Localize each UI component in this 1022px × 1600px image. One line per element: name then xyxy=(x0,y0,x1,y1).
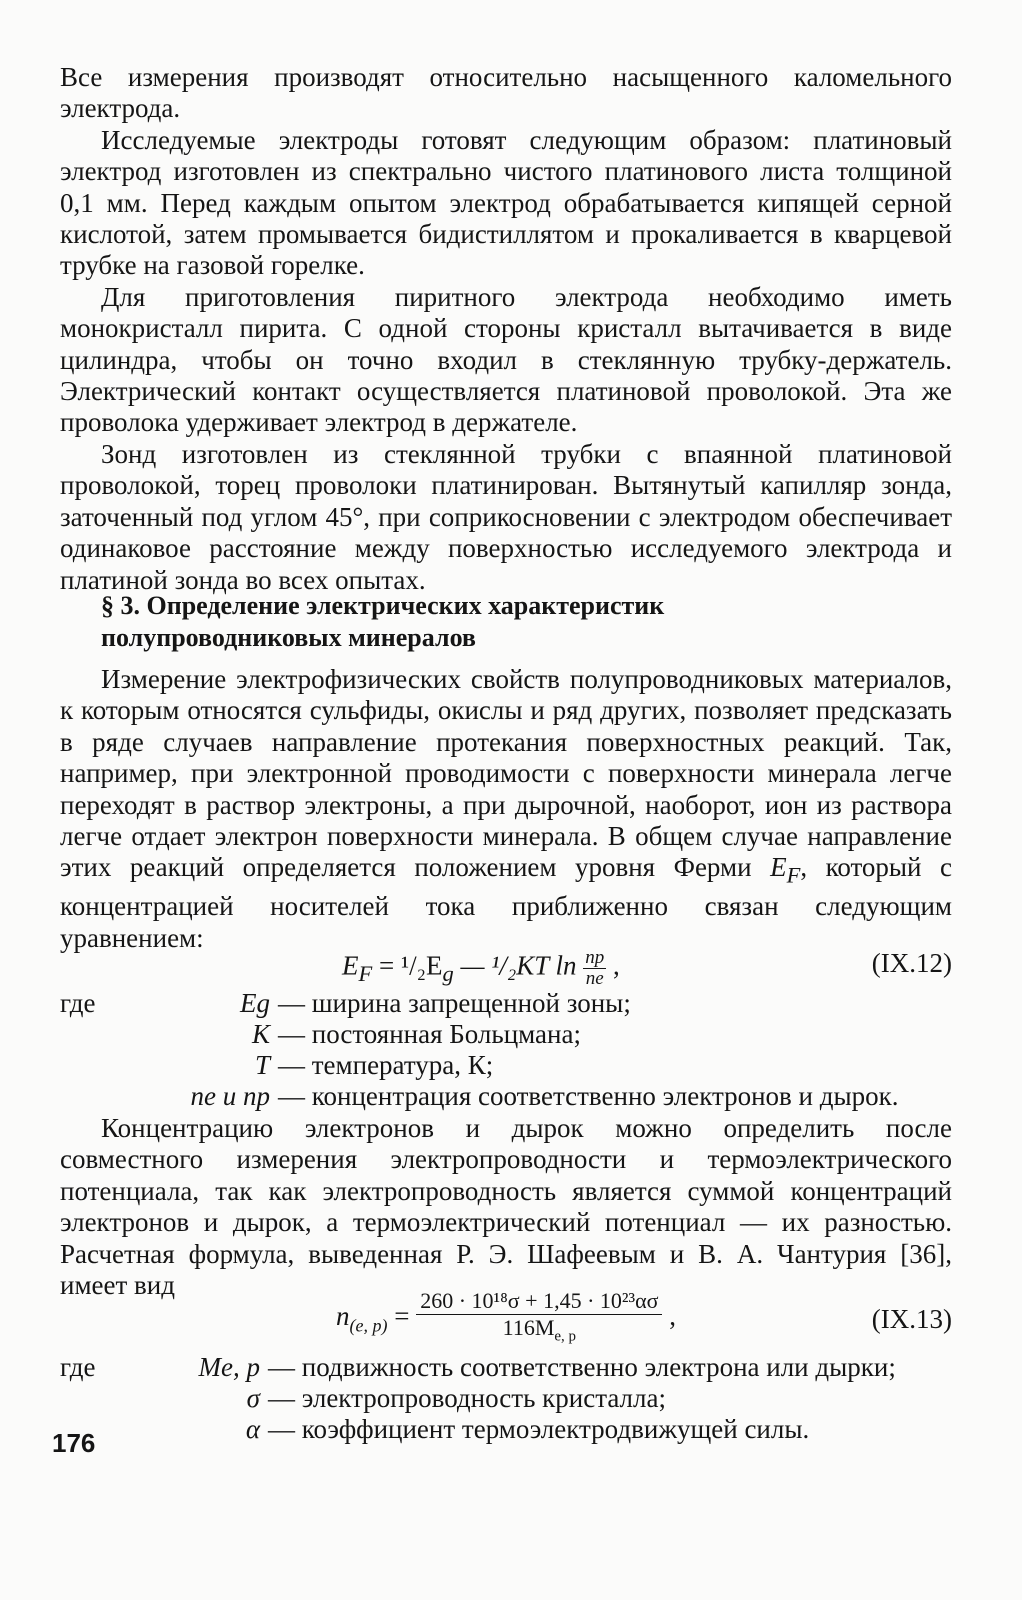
definition-row: ne и np — концентрация соответственно электронов и дырок. xyxy=(190,1081,899,1111)
definition-row: T — температура, К; xyxy=(254,1050,494,1080)
concentration-text xyxy=(60,1113,952,1301)
fermi-symbol: E xyxy=(770,852,787,883)
definitions-1 xyxy=(60,988,952,1112)
definition-row: где Me, p — подвижность соответственно электрона или дырки; xyxy=(60,1352,896,1382)
fermi-subscript: F xyxy=(786,862,801,888)
equation-ix-13-formula: $n_{(e, p)}$ = $\frac{\text{260 · 10¹⁸σ + 1,45 · 10²³ασ}}{116M_{e, p}}$ , xyxy=(336,1288,676,1349)
equation-ix-12 xyxy=(60,940,952,992)
equation-ix-12-fraction: $\frac{np}{ne}$ xyxy=(585,947,605,989)
paragraph-5-tail: , который с концентрацией носителей тока приближенно связан следующим уравнением: xyxy=(60,852,953,953)
definition-row: где Eg — ширина запрещенной зоны; xyxy=(60,988,631,1018)
definition-row: K — постоянная Больцмана; xyxy=(251,1019,581,1049)
paragraph-4: Зонд изготовлен из стеклянной трубки с впаянной платиновой проволокой, торец проволоки платинирован. Вытянутый капилляр зонда, заточенный под углом 45°, при соприкосновении с электродом обеспечивает одинаковое расстояние между поверхностью исследуемого электрода и платиной зонда во всех опытах. xyxy=(60,438,952,595)
top-text xyxy=(60,62,952,596)
section-heading-line1: § 3. Определение электрических характеристик xyxy=(101,591,665,620)
page-number: 176 xyxy=(52,1428,96,1458)
paragraph-6: Концентрацию электронов и дырок можно определить после совместного измерения электропроводности и термоэлектрического потенциала, так как электропроводность является суммой концентраций электронов и дырок, а термоэлектрический потенциал — их разностью. Расчетная формула, выведенная Р. Э. Шафеевым и В. А. Чантурия [36], имеет вид xyxy=(60,1113,952,1301)
section-heading-line2: полупроводниковых минералов xyxy=(101,623,476,652)
equation-ix-13-fraction: $\frac{\text{260 · 10¹⁸σ + 1,45 · 10²³ασ}}{116M_{e, p}}$ xyxy=(416,1288,662,1349)
definition-row: α — коэффициент термоэлектродвижущей силы. xyxy=(245,1414,810,1444)
section-text xyxy=(60,664,952,954)
paragraph-5 xyxy=(60,664,952,954)
paragraph-2: Исследуемые электроды готовят следующим образом: платиновый электрод изготовлен из спектрально чистого платинового листа толщиной 0,1 мм. Перед каждым опытом электрод обрабатывается кипящей серной кислотой, затем промывается бидистиллятом и прокаливается в кварцевой трубке на газовой горелке. xyxy=(60,124,952,281)
paragraph-3: Для приготовления пиритного электрода необходимо иметь монокристалл пирита. С одной стороны кристалл вытачивается в виде цилиндра, чтобы он точно входил в стеклянную трубку-держатель. Электрический контакт осуществляется платиновой проволокой. Эта же проволока удерживает электрод в держателе. xyxy=(60,281,952,438)
paragraph-1: Все измерения производят относительно насыщенного каломельного электрода. xyxy=(60,62,952,124)
definitions-2 xyxy=(60,1352,952,1445)
equation-ix-13-number: (IX.13) xyxy=(871,1304,952,1334)
paragraph-5-text: Измерение электрофизических свойств полупроводниковых материалов, к которым относятся сульфиды, окислы и ряд других, позволяет предсказать в ряде случаев направление протекания поверхностных реакций. Так, например, при электронной проводимости с поверхности минерала легче переходят в раствор электроны, а при дырочной, наоборот, ион из раствора легче отдает электрон поверхности минерала. В общем случае направление этих реакций определяется положением уровня Ферми xyxy=(60,664,952,883)
equation-ix-12-number: (IX.12) xyxy=(871,948,952,978)
definition-row: σ — электропроводность кристалла; xyxy=(246,1383,666,1413)
equation-ix-12-formula: $E_F = ^1/_2E_g$ — ¹/₂KT ln $\frac{np}{ne}$ , xyxy=(342,947,620,989)
section-heading xyxy=(60,590,940,654)
equation-ix-13 xyxy=(60,1282,952,1346)
